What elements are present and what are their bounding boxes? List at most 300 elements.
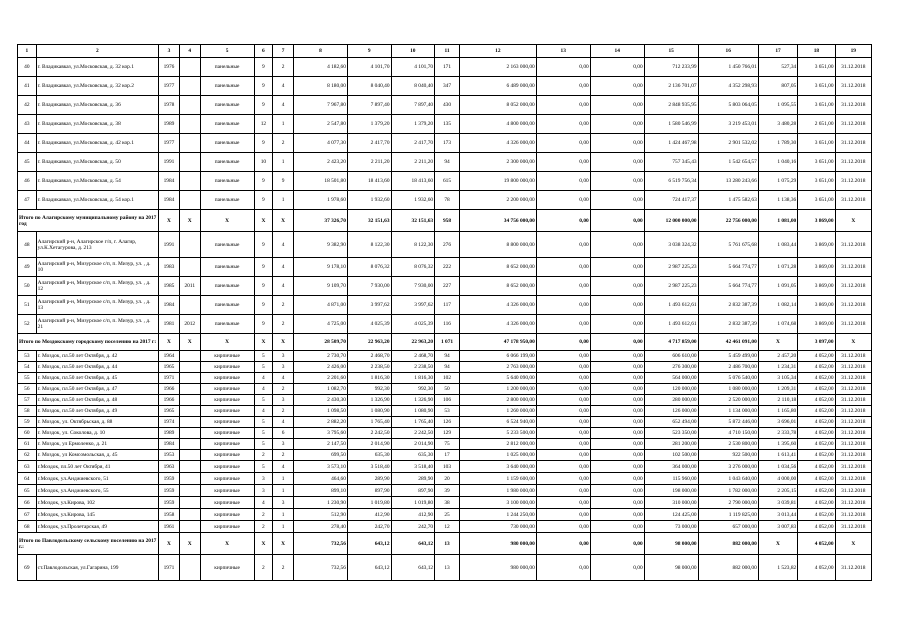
subtotal-cell: X: [179, 210, 200, 232]
table-cell: 1 159 600,00: [459, 473, 536, 485]
table-cell: 1 134 000,00: [698, 406, 758, 417]
row-number-cell: 41: [18, 77, 37, 96]
table-cell: [179, 232, 200, 258]
table-cell: 0,00: [590, 485, 644, 497]
table-cell: [179, 362, 200, 373]
table-cell: 31.12.2018: [835, 315, 871, 334]
address-cell: г. Владикавказ, ул.Московская, д. 32 кор.1: [36, 58, 158, 77]
table-cell: 1 230,90: [293, 497, 347, 509]
table-cell: 1: [273, 191, 294, 210]
subtotal-cell: 22 963,20: [391, 334, 435, 351]
table-row: [18, 417, 872, 428]
table-cell: 0,00: [590, 351, 644, 362]
table-cell: [179, 473, 200, 485]
table-cell: 6 489 000,00: [459, 77, 536, 96]
table-cell: 0,00: [536, 406, 590, 417]
table-cell: 1984: [159, 191, 180, 210]
table-cell: 1 978,60: [293, 191, 347, 210]
table-cell: 1 379,20: [391, 115, 435, 134]
table-cell: 75: [435, 439, 460, 450]
table-cell: 31.12.2018: [835, 277, 871, 296]
table-cell: 3 869,00: [798, 232, 835, 258]
table-cell: 38: [435, 497, 460, 509]
table-cell: 124 425,00: [644, 509, 698, 521]
table-cell: 0,00: [536, 115, 590, 134]
table-cell: 564 000,00: [644, 373, 698, 384]
table-cell: 2 242,50: [347, 428, 391, 439]
subtotal-cell: 882 000,00: [698, 533, 758, 555]
col-header-16: 16: [698, 45, 758, 58]
address-cell: г. Моздок, ул. Соколова, д. 10: [36, 428, 158, 439]
table-cell: 126: [435, 417, 460, 428]
table-cell: 4 052,00: [798, 362, 835, 373]
subtotal-cell: 98 000,00: [644, 533, 698, 555]
table-cell: 78: [435, 191, 460, 210]
table-cell: 2 014,90: [391, 439, 435, 450]
subtotal-cell: X: [200, 210, 254, 232]
table-cell: 5 076 540,00: [698, 373, 758, 384]
table-cell: 0,00: [590, 153, 644, 172]
table-cell: 0,00: [536, 395, 590, 406]
table-cell: кирпичные: [200, 497, 254, 509]
table-cell: 31.12.2018: [835, 351, 871, 362]
table-cell: 4 052,00: [798, 351, 835, 362]
row-number-cell: 40: [18, 58, 37, 77]
table-cell: 2 417,70: [347, 134, 391, 153]
table-cell: 1 040,16: [758, 153, 797, 172]
table-cell: 635,30: [347, 450, 391, 461]
table-cell: 2 987 225,23: [644, 258, 698, 277]
table-cell: 6 066 199,00: [459, 351, 536, 362]
address-cell: г. Моздок, пл.50 лет Октября, д. 49: [36, 406, 158, 417]
table-cell: 117: [435, 296, 460, 315]
table-cell: [179, 115, 200, 134]
table-cell: 8 040,40: [347, 77, 391, 96]
table-row: [18, 362, 872, 373]
table-cell: 2 238,50: [347, 362, 391, 373]
table-cell: 18 413,60: [347, 172, 391, 191]
table-cell: 1 083,44: [758, 232, 797, 258]
row-number-cell: 58: [18, 406, 37, 417]
table-cell: 276 300,00: [644, 362, 698, 373]
table-cell: 712 233,99: [644, 58, 698, 77]
subtotal-cell: 13: [435, 533, 460, 555]
table-cell: 94: [435, 351, 460, 362]
table-cell: 9: [273, 172, 294, 191]
table-cell: 2 201,60: [293, 373, 347, 384]
column-number-header-row: [18, 45, 872, 58]
address-cell: г. Моздок, пл.50 лет Октября, д. 47: [36, 384, 158, 395]
subtotal-label: Итого по Павлодольскому сельскому поселению на 2017 г.:: [18, 533, 159, 555]
table-cell: 2: [254, 521, 273, 533]
row-number-cell: 62: [18, 450, 37, 461]
table-cell: панельные: [200, 232, 254, 258]
table-cell: 2: [254, 450, 273, 461]
address-cell: Алагирский р-н, Мизурское с/п, п. Мизур, ул. , д. 21: [36, 315, 158, 334]
table-cell: 4: [273, 373, 294, 384]
table-cell: 4: [254, 373, 273, 384]
table-cell: 3 651,00: [798, 191, 835, 210]
table-cell: 1 200 000,00: [459, 384, 536, 395]
table-cell: 899,10: [293, 485, 347, 497]
row-number-cell: 67: [18, 509, 37, 521]
table-cell: 31.12.2018: [835, 395, 871, 406]
table-cell: кирпичные: [200, 417, 254, 428]
table-cell: 0,00: [590, 555, 644, 581]
table-cell: 0,00: [536, 497, 590, 509]
table-cell: 1 980 000,00: [459, 485, 536, 497]
table-cell: 4 052,00: [798, 406, 835, 417]
table-cell: 0,00: [536, 315, 590, 334]
table-cell: 1: [273, 153, 294, 172]
table-cell: 8 122,30: [347, 232, 391, 258]
table-cell: 98 000,00: [644, 555, 698, 581]
table-cell: 523 350,00: [644, 428, 698, 439]
table-cell: 0,00: [590, 77, 644, 96]
table-cell: 0,00: [590, 172, 644, 191]
row-number-cell: 59: [18, 417, 37, 428]
col-header-19: 19: [835, 45, 871, 58]
table-cell: 31.12.2018: [835, 417, 871, 428]
table-cell: 10: [254, 153, 273, 172]
table-cell: 2 110,18: [758, 395, 797, 406]
table-row: [18, 461, 872, 473]
table-cell: 289,90: [347, 473, 391, 485]
table-cell: 1 493 612,61: [644, 296, 698, 315]
table-cell: 2 987 225,23: [644, 277, 698, 296]
table-cell: 1 080 000,00: [698, 384, 758, 395]
table-cell: 2 832 387,39: [698, 315, 758, 334]
table-cell: панельные: [200, 96, 254, 115]
table-cell: 2: [273, 384, 294, 395]
table-cell: кирпичные: [200, 509, 254, 521]
row-number-cell: 68: [18, 521, 37, 533]
table-cell: 9 109,70: [293, 277, 347, 296]
address-cell: г. Моздок, пл.50 лет Октября, д. 44: [36, 362, 158, 373]
table-cell: 31.12.2018: [835, 77, 871, 96]
address-cell: г. Владикавказ, ул.Московская, д. 54 кор.1: [36, 191, 158, 210]
table-cell: 9 178,10: [293, 258, 347, 277]
subtotal-cell: X: [835, 533, 871, 555]
table-cell: 31.12.2018: [835, 258, 871, 277]
table-cell: 0,00: [536, 384, 590, 395]
table-cell: 1 816,30: [391, 373, 435, 384]
table-cell: 1 326,90: [347, 395, 391, 406]
subtotal-cell: X: [159, 210, 180, 232]
table-cell: 5: [254, 461, 273, 473]
table-cell: [179, 296, 200, 315]
subtotal-cell: X: [179, 533, 200, 555]
subtotal-cell: 4 052,00: [798, 533, 835, 555]
table-cell: 5: [254, 439, 273, 450]
subtotal-cell: 34 756 000,00: [459, 210, 536, 232]
col-header-18: 18: [798, 45, 835, 58]
col-header-17: 17: [758, 45, 797, 58]
table-cell: 0,00: [536, 134, 590, 153]
table-cell: 289,90: [391, 473, 435, 485]
table-cell: панельные: [200, 115, 254, 134]
table-row: [18, 406, 872, 417]
table-cell: 9: [254, 232, 273, 258]
table-cell: 0,00: [590, 277, 644, 296]
address-cell: г.Моздок, пл.50 лет Октября, 41: [36, 461, 158, 473]
col-header-11: 11: [435, 45, 460, 58]
address-cell: г. Моздок, ул. Октябрьская, д. 88: [36, 417, 158, 428]
table-row: [18, 384, 872, 395]
table-cell: 657 000,00: [698, 521, 758, 533]
table-cell: 3: [254, 485, 273, 497]
table-cell: 2 423,20: [293, 153, 347, 172]
table-cell: 0,00: [590, 406, 644, 417]
table-cell: 4 052,00: [798, 373, 835, 384]
subtotal-label: Итого по Алагирскому муниципальному району на 2017 год: [18, 210, 159, 232]
table-cell: 116: [435, 315, 460, 334]
table-cell: 9: [254, 315, 273, 334]
table-cell: 1 450 766,01: [698, 58, 758, 77]
address-cell: г. Владикавказ, ул.Московская, д. 38: [36, 115, 158, 134]
col-header-13: 13: [536, 45, 590, 58]
table-cell: 4 326 000,00: [459, 296, 536, 315]
table-row: [18, 521, 872, 533]
subtotal-cell: X: [835, 210, 871, 232]
table-cell: 1961: [159, 521, 180, 533]
table-cell: 1 816,30: [347, 373, 391, 384]
subtotal-cell: X: [159, 533, 180, 555]
subtotal-cell: 22 756 000,00: [698, 210, 758, 232]
address-cell: Алагирский р-н, Мизурское с/п, п. Мизур, ул. , д. 12: [36, 277, 158, 296]
row-number-cell: 45: [18, 153, 37, 172]
table-cell: 0,00: [536, 373, 590, 384]
table-cell: 0,00: [590, 134, 644, 153]
col-header-5: 5: [200, 45, 254, 58]
table-cell: 103: [435, 461, 460, 473]
table-cell: 8 052 000,00: [459, 96, 536, 115]
table-cell: 18 501,80: [293, 172, 347, 191]
table-cell: 0,00: [590, 395, 644, 406]
table-cell: 2 136 701,07: [644, 77, 698, 96]
subtotal-cell: 42 461 091,00: [698, 334, 758, 351]
table-cell: 1 613,41: [758, 450, 797, 461]
table-cell: 0,00: [590, 258, 644, 277]
table-cell: 4 101,70: [347, 58, 391, 77]
table-cell: 3 869,00: [798, 315, 835, 334]
table-cell: 94: [435, 362, 460, 373]
table-cell: 3 869,00: [798, 277, 835, 296]
table-cell: 430: [435, 96, 460, 115]
table-cell: 9: [254, 77, 273, 96]
table-cell: 4 052,00: [798, 555, 835, 581]
row-number-cell: 47: [18, 191, 37, 210]
table-cell: 0,00: [536, 461, 590, 473]
table-cell: 347: [435, 77, 460, 96]
table-cell: 1 260 000,00: [459, 406, 536, 417]
table-cell: 2 651,00: [798, 115, 835, 134]
col-header-12: 12: [459, 45, 536, 58]
table-cell: 3 640 000,00: [459, 461, 536, 473]
subtotal-cell: X: [159, 334, 180, 351]
row-number-cell: 69: [18, 555, 37, 581]
address-cell: г. Моздок, пл.50 лет Октября, д. 42: [36, 351, 158, 362]
table-row: [18, 153, 872, 172]
row-number-cell: 61: [18, 439, 37, 450]
table-cell: 635,30: [391, 450, 435, 461]
table-cell: 1 019,80: [391, 497, 435, 509]
table-cell: 1966: [159, 395, 180, 406]
table-cell: 2 426,00: [293, 362, 347, 373]
table-cell: 2 333,78: [758, 428, 797, 439]
table-row: [18, 485, 872, 497]
table-cell: 3 651,00: [798, 58, 835, 77]
table-cell: 1 095,55: [758, 96, 797, 115]
table-cell: 0,00: [536, 473, 590, 485]
table-cell: 7 897,40: [391, 96, 435, 115]
table-row: [18, 555, 872, 581]
table-cell: 50: [435, 384, 460, 395]
table-cell: 31.12.2018: [835, 384, 871, 395]
table-cell: 1 523,82: [758, 555, 797, 581]
table-cell: 4 182,60: [293, 58, 347, 77]
subtotal-cell: 0,00: [590, 334, 644, 351]
col-header-10: 10: [391, 45, 435, 58]
table-cell: кирпичные: [200, 362, 254, 373]
subtotal-cell: 1 081,00: [758, 210, 797, 232]
table-cell: 1 138,36: [758, 191, 797, 210]
table-cell: 0,00: [590, 497, 644, 509]
table-cell: [179, 485, 200, 497]
table-cell: [179, 258, 200, 277]
table-cell: 4 101,70: [391, 58, 435, 77]
table-cell: [179, 96, 200, 115]
address-cell: г.Моздок, ул.Анджиевского, 51: [36, 473, 158, 485]
table-cell: [179, 497, 200, 509]
table-row: [18, 351, 872, 362]
table-cell: 4 052,00: [798, 417, 835, 428]
table-cell: 2 163 000,00: [459, 58, 536, 77]
table-cell: 4: [273, 232, 294, 258]
table-cell: 3 573,10: [293, 461, 347, 473]
table-cell: 9: [254, 172, 273, 191]
table-cell: 3 869,00: [798, 258, 835, 277]
table-cell: 897,90: [391, 485, 435, 497]
table-cell: 1: [273, 521, 294, 533]
table-cell: [179, 417, 200, 428]
table-cell: 242,70: [347, 521, 391, 533]
table-row: [18, 134, 872, 153]
table-cell: 7 897,40: [347, 96, 391, 115]
table-cell: [179, 153, 200, 172]
table-cell: 8 180,00: [293, 77, 347, 96]
table-cell: 699,50: [293, 450, 347, 461]
table-cell: 1985: [159, 277, 180, 296]
table-cell: 1 082,14: [758, 296, 797, 315]
subtotal-cell: 12 000 000,00: [644, 210, 698, 232]
table-cell: 1953: [159, 450, 180, 461]
table-cell: 4 025,39: [347, 315, 391, 334]
row-number-cell: 50: [18, 277, 37, 296]
table-cell: 20: [435, 473, 460, 485]
table-row: [18, 77, 872, 96]
table-cell: 1 209,31: [758, 384, 797, 395]
table-cell: панельные: [200, 277, 254, 296]
table-cell: 4 052,00: [798, 485, 835, 497]
table-cell: 281 200,00: [644, 439, 698, 450]
table-row: [18, 473, 872, 485]
table-cell: 1 071,28: [758, 258, 797, 277]
address-cell: г. Моздок, пл.50 лет Октября, д. 45: [36, 373, 158, 384]
table-cell: 1 326,90: [391, 395, 435, 406]
table-cell: 4: [273, 417, 294, 428]
table-cell: 0,00: [536, 485, 590, 497]
table-cell: 9: [254, 134, 273, 153]
table-cell: 13: [435, 555, 460, 581]
table-cell: [179, 191, 200, 210]
table-cell: 0,00: [590, 296, 644, 315]
table-cell: панельные: [200, 153, 254, 172]
table-cell: 4 871,00: [293, 296, 347, 315]
table-cell: 1984: [159, 296, 180, 315]
col-header-15: 15: [644, 45, 698, 58]
subtotal-cell: 47 178 950,00: [459, 334, 536, 351]
table-cell: 2 547,80: [293, 115, 347, 134]
table-cell: 2 468,70: [391, 351, 435, 362]
table-cell: [179, 395, 200, 406]
subtotal-row: [18, 210, 872, 232]
table-cell: 992,30: [347, 384, 391, 395]
table-cell: 0,00: [590, 315, 644, 334]
table-cell: 1958: [159, 509, 180, 521]
table-cell: 1 075,29: [758, 172, 797, 191]
table-cell: 31.12.2018: [835, 232, 871, 258]
address-cell: г.Моздок, ул.Анджиевского, 55: [36, 485, 158, 497]
table-cell: 1965: [159, 406, 180, 417]
table-cell: 1 932,60: [391, 191, 435, 210]
table-cell: 5: [254, 417, 273, 428]
subtotal-row: [18, 533, 872, 555]
table-cell: 4 052,00: [798, 384, 835, 395]
address-cell: г. Владикавказ, ул.Московская, д. 54: [36, 172, 158, 191]
subtotal-cell: X: [835, 334, 871, 351]
row-number-cell: 52: [18, 315, 37, 334]
table-cell: 1: [273, 115, 294, 134]
table-row: [18, 428, 872, 439]
table-cell: 0,00: [590, 232, 644, 258]
table-cell: 31.12.2018: [835, 58, 871, 77]
table-cell: 9: [254, 96, 273, 115]
col-header-6: 6: [254, 45, 273, 58]
table-cell: 73 000,00: [644, 521, 698, 533]
row-number-cell: 44: [18, 134, 37, 153]
table-cell: 4 052,00: [798, 461, 835, 473]
table-cell: [179, 509, 200, 521]
table-cell: 53: [435, 406, 460, 417]
table-cell: 643,12: [391, 555, 435, 581]
table-row: [18, 439, 872, 450]
table-cell: 135: [435, 115, 460, 134]
table-cell: 2 457,20: [758, 351, 797, 362]
address-cell: ст.Павлодольская, ул.Гагарина, 199: [36, 555, 158, 581]
table-cell: кирпичные: [200, 521, 254, 533]
table-cell: 126 000,00: [644, 406, 698, 417]
housing-repair-table-sheet: [17, 44, 872, 581]
table-cell: 606 610,00: [644, 351, 698, 362]
table-cell: 1 091,05: [758, 277, 797, 296]
table-cell: 2 242,50: [391, 428, 435, 439]
col-header-3: 3: [159, 45, 180, 58]
table-cell: 1966: [159, 384, 180, 395]
table-cell: кирпичные: [200, 473, 254, 485]
table-cell: 3 651,00: [798, 96, 835, 115]
address-cell: г. Владикавказ, ул.Московская, д. 32 кор.2: [36, 77, 158, 96]
